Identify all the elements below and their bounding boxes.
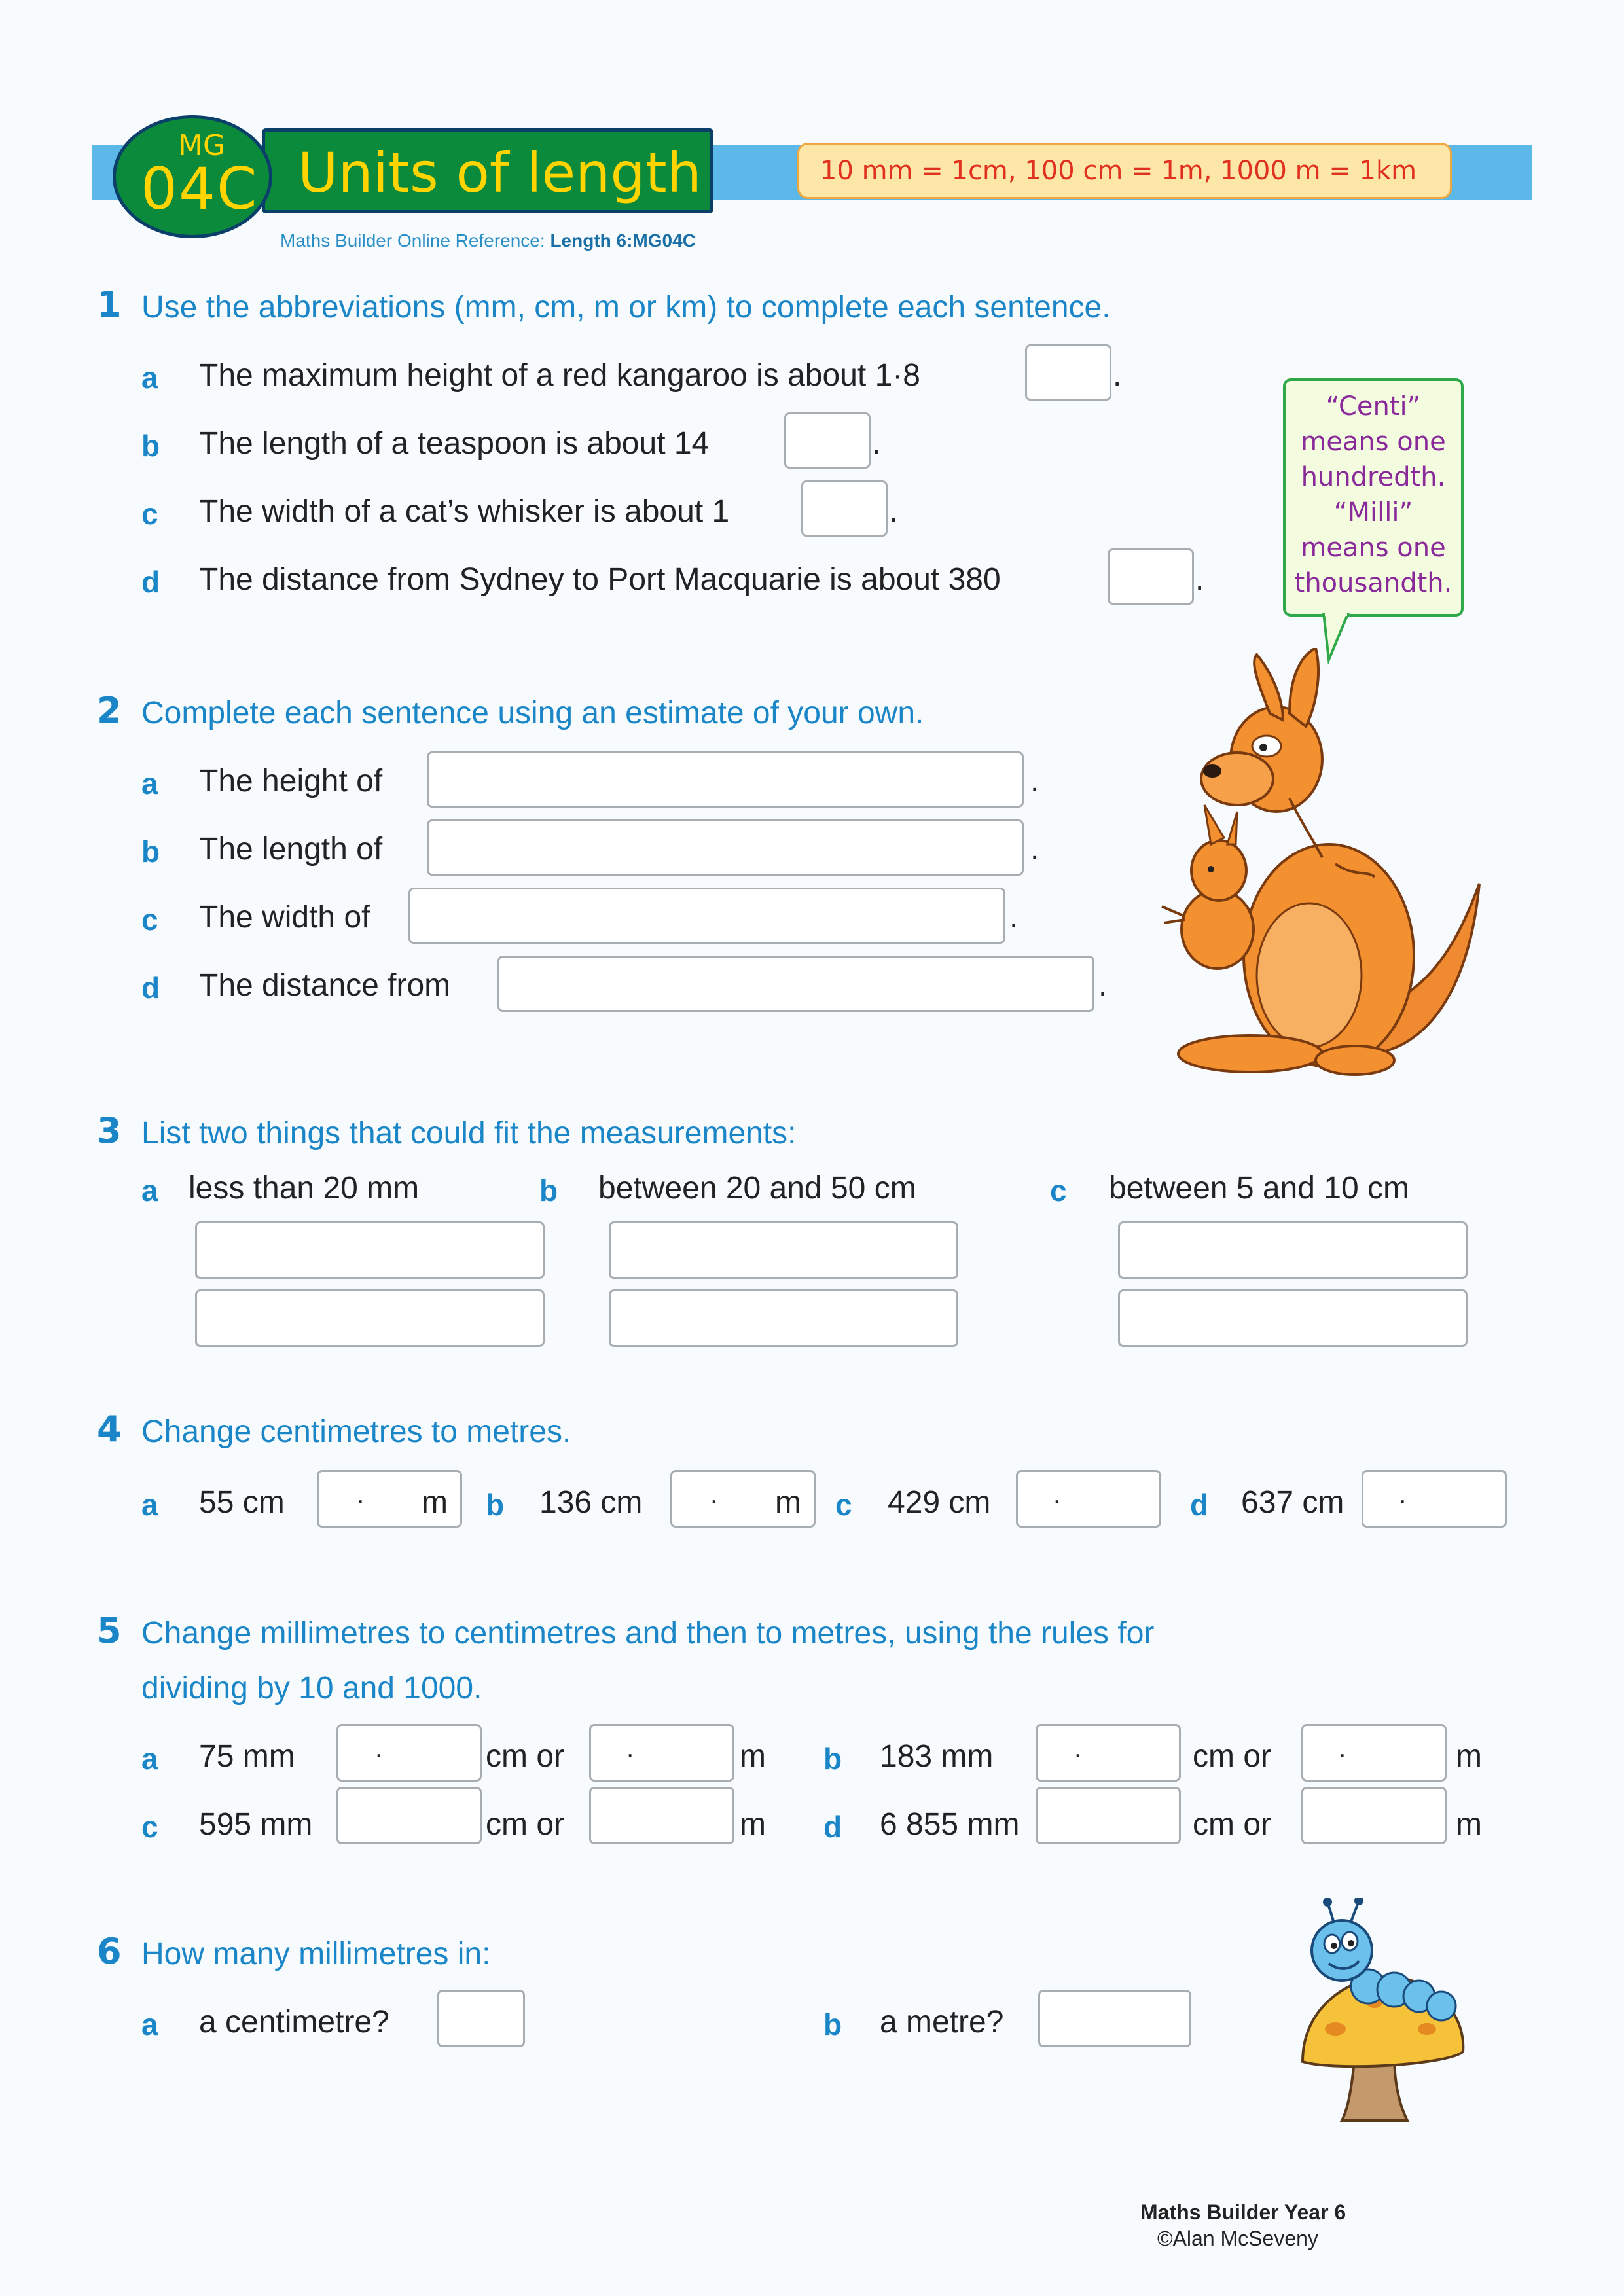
- q2-d-letter: d: [141, 971, 160, 1005]
- q2-c-fullstop: .: [1009, 900, 1019, 935]
- q3-c-letter: c: [1050, 1174, 1067, 1208]
- q5-a-letter: a: [141, 1742, 158, 1776]
- q4-c-decimal-point: ·: [1053, 1486, 1062, 1515]
- q1-d-fullstop: .: [1195, 562, 1204, 597]
- q6-b-answer-box[interactable]: [1038, 1990, 1191, 2047]
- q2-c-answer-box[interactable]: [408, 888, 1005, 944]
- q4-b-unit: m: [775, 1485, 801, 1520]
- q5-b-m-box[interactable]: [1301, 1724, 1447, 1782]
- q4-c-letter: c: [835, 1488, 852, 1522]
- q1-a-text: The maximum height of a red kangaroo is about 1·8: [199, 358, 920, 393]
- q5-c-text: 595 mm: [199, 1807, 313, 1842]
- question-5-number: 5: [97, 1610, 122, 1651]
- q5-a-cm-decimal-point: ·: [374, 1740, 384, 1768]
- q5-d-text: 6 855 mm: [880, 1807, 1020, 1842]
- q5-b-cm-or: cm or: [1193, 1739, 1271, 1774]
- bubble-line: means one: [1301, 427, 1446, 457]
- q5-c-cm-box[interactable]: [336, 1787, 482, 1844]
- q4-d-text: 637 cm: [1241, 1485, 1344, 1520]
- q2-a-answer-box[interactable]: [427, 751, 1024, 808]
- question-1-number: 1: [97, 284, 122, 325]
- q1-a-fullstop: .: [1113, 358, 1122, 393]
- q1-c-letter: c: [141, 497, 158, 531]
- question-3-number: 3: [97, 1110, 122, 1151]
- q4-b-decimal-point: ·: [710, 1486, 719, 1515]
- q3-a-text: less than 20 mm: [189, 1171, 420, 1206]
- q3-b-letter: b: [539, 1174, 558, 1208]
- topic-badge: [113, 115, 272, 238]
- q1-a-answer-box[interactable]: [1025, 344, 1111, 401]
- online-reference: [280, 230, 696, 251]
- q2-b-answer-box[interactable]: [427, 819, 1024, 876]
- q1-d-answer-box[interactable]: [1108, 548, 1194, 605]
- q5-a-m-box[interactable]: [589, 1724, 734, 1782]
- q4-d-decimal-point: ·: [1398, 1486, 1407, 1515]
- question-1-text: Use the abbreviations (mm, cm, m or km) to complete each sentence.: [141, 290, 1111, 325]
- question-5-text-line-2: dividing by 10 and 1000.: [141, 1671, 482, 1706]
- q5-b-cm-box[interactable]: [1036, 1724, 1181, 1782]
- question-3-text: List two things that could fit the measurements:: [141, 1116, 797, 1151]
- question-6-text: How many millimetres in:: [141, 1937, 491, 1971]
- q4-a-letter: a: [141, 1488, 158, 1522]
- badge-code: 04C: [141, 155, 259, 223]
- q1-d-text: The distance from Sydney to Port Macquarie is about 380: [199, 562, 1001, 597]
- q6-a-answer-box[interactable]: [437, 1990, 525, 2047]
- question-4-text: Change centimetres to metres.: [141, 1414, 571, 1449]
- q1-d-letter: d: [141, 565, 160, 599]
- q2-c-text: The width of: [199, 900, 370, 935]
- q2-a-text: The height of: [199, 764, 383, 798]
- unit-rules: 10 mm = 1cm, 100 cm = 1m, 1000 m = 1km: [797, 143, 1452, 199]
- q4-d-letter: d: [1190, 1488, 1209, 1522]
- q1-b-letter: b: [141, 429, 160, 463]
- q5-c-m-unit: m: [740, 1807, 766, 1842]
- q4-c-text: 429 cm: [888, 1485, 991, 1520]
- question-6-number: 6: [97, 1931, 122, 1972]
- reference-label: Maths Builder Online Reference:: [280, 230, 550, 251]
- q1-c-answer-box[interactable]: [801, 480, 888, 537]
- q1-b-text: The length of a teaspoon is about 14: [199, 426, 710, 461]
- q1-b-answer-box[interactable]: [784, 412, 871, 469]
- bubble-line: hundredth.: [1301, 462, 1446, 492]
- q5-b-m-unit: m: [1456, 1739, 1482, 1774]
- footer-book-title: Maths Builder Year 6: [1140, 2200, 1346, 2224]
- reference-value: Length 6:MG04C: [550, 230, 696, 251]
- question-2-text: Complete each sentence using an estimate of your own.: [141, 696, 924, 730]
- q6-a-text: a centimetre?: [199, 2005, 389, 2039]
- q5-d-m-box[interactable]: [1301, 1787, 1447, 1844]
- q5-d-m-unit: m: [1456, 1807, 1482, 1842]
- q1-c-fullstop: .: [889, 494, 898, 529]
- q4-b-letter: b: [486, 1488, 505, 1522]
- q5-c-m-box[interactable]: [589, 1787, 734, 1844]
- q5-a-m-decimal-point: ·: [626, 1740, 635, 1768]
- q1-c-text: The width of a cat’s whisker is about 1: [199, 494, 730, 529]
- page-title: Units of length: [298, 141, 702, 205]
- q2-d-answer-box[interactable]: [497, 956, 1094, 1012]
- q3-b-answer-box-2[interactable]: [609, 1289, 958, 1347]
- q5-a-text: 75 mm: [199, 1739, 295, 1774]
- q2-a-fullstop: .: [1030, 764, 1039, 798]
- q2-b-letter: b: [141, 834, 160, 869]
- q2-a-letter: a: [141, 766, 158, 800]
- q6-b-letter: b: [823, 2007, 842, 2041]
- q4-d-answer-box[interactable]: [1362, 1470, 1507, 1528]
- q6-b-text: a metre?: [880, 2005, 1004, 2039]
- q5-d-letter: d: [823, 1810, 842, 1844]
- q4-a-decimal-point: ·: [356, 1486, 365, 1515]
- q3-a-answer-box-1[interactable]: [195, 1221, 545, 1279]
- q3-a-letter: a: [141, 1174, 158, 1208]
- q5-b-m-decimal-point: ·: [1338, 1740, 1347, 1768]
- q2-b-fullstop: .: [1030, 832, 1039, 867]
- q3-c-answer-box-2[interactable]: [1118, 1289, 1468, 1347]
- q3-a-answer-box-2[interactable]: [195, 1289, 545, 1347]
- q5-d-cm-or: cm or: [1193, 1807, 1271, 1842]
- q3-b-text: between 20 and 50 cm: [598, 1171, 916, 1206]
- q2-d-fullstop: .: [1098, 968, 1108, 1003]
- q5-c-letter: c: [141, 1810, 158, 1844]
- q3-c-answer-box-1[interactable]: [1118, 1221, 1468, 1279]
- q3-c-text: between 5 and 10 cm: [1109, 1171, 1409, 1206]
- bubble-line: means one: [1301, 533, 1446, 563]
- question-4-number: 4: [97, 1408, 122, 1450]
- title-box: [262, 128, 713, 213]
- q5-c-cm-or: cm or: [486, 1807, 564, 1842]
- q2-c-letter: c: [141, 903, 158, 937]
- kangaroo-illustration: [1159, 648, 1486, 1080]
- q4-a-unit: m: [422, 1485, 448, 1520]
- bubble-line: thousandth.: [1294, 568, 1453, 598]
- q5-a-cm-or: cm or: [486, 1739, 564, 1774]
- q1-b-fullstop: .: [872, 426, 881, 461]
- q5-b-cm-decimal-point: ·: [1074, 1740, 1083, 1768]
- q6-a-letter: a: [141, 2007, 158, 2041]
- caterpillar-mushroom-illustration: [1296, 1898, 1473, 2134]
- q5-b-text: 183 mm: [880, 1739, 994, 1774]
- footer-copyright: ©Alan McSeveny: [1157, 2227, 1318, 2250]
- q5-b-letter: b: [823, 1742, 842, 1776]
- question-2-number: 2: [97, 690, 122, 731]
- q5-d-cm-box[interactable]: [1036, 1787, 1181, 1844]
- q1-a-letter: a: [141, 361, 158, 395]
- speech-bubble: [1283, 378, 1464, 617]
- bubble-line: “Centi”: [1326, 391, 1421, 422]
- q2-d-text: The distance from: [199, 968, 451, 1003]
- q5-a-m-unit: m: [740, 1739, 766, 1774]
- q4-a-text: 55 cm: [199, 1485, 285, 1520]
- q4-b-text: 136 cm: [539, 1485, 643, 1520]
- q4-c-answer-box[interactable]: [1016, 1470, 1161, 1528]
- badge-prefix: MG: [178, 129, 226, 162]
- q3-b-answer-box-1[interactable]: [609, 1221, 958, 1279]
- question-5-text-line-1: Change millimetres to centimetres and then to metres, using the rules for: [141, 1616, 1155, 1651]
- q2-b-text: The length of: [199, 832, 383, 867]
- bubble-line: “Milli”: [1333, 497, 1413, 528]
- q5-a-cm-box[interactable]: [336, 1724, 482, 1782]
